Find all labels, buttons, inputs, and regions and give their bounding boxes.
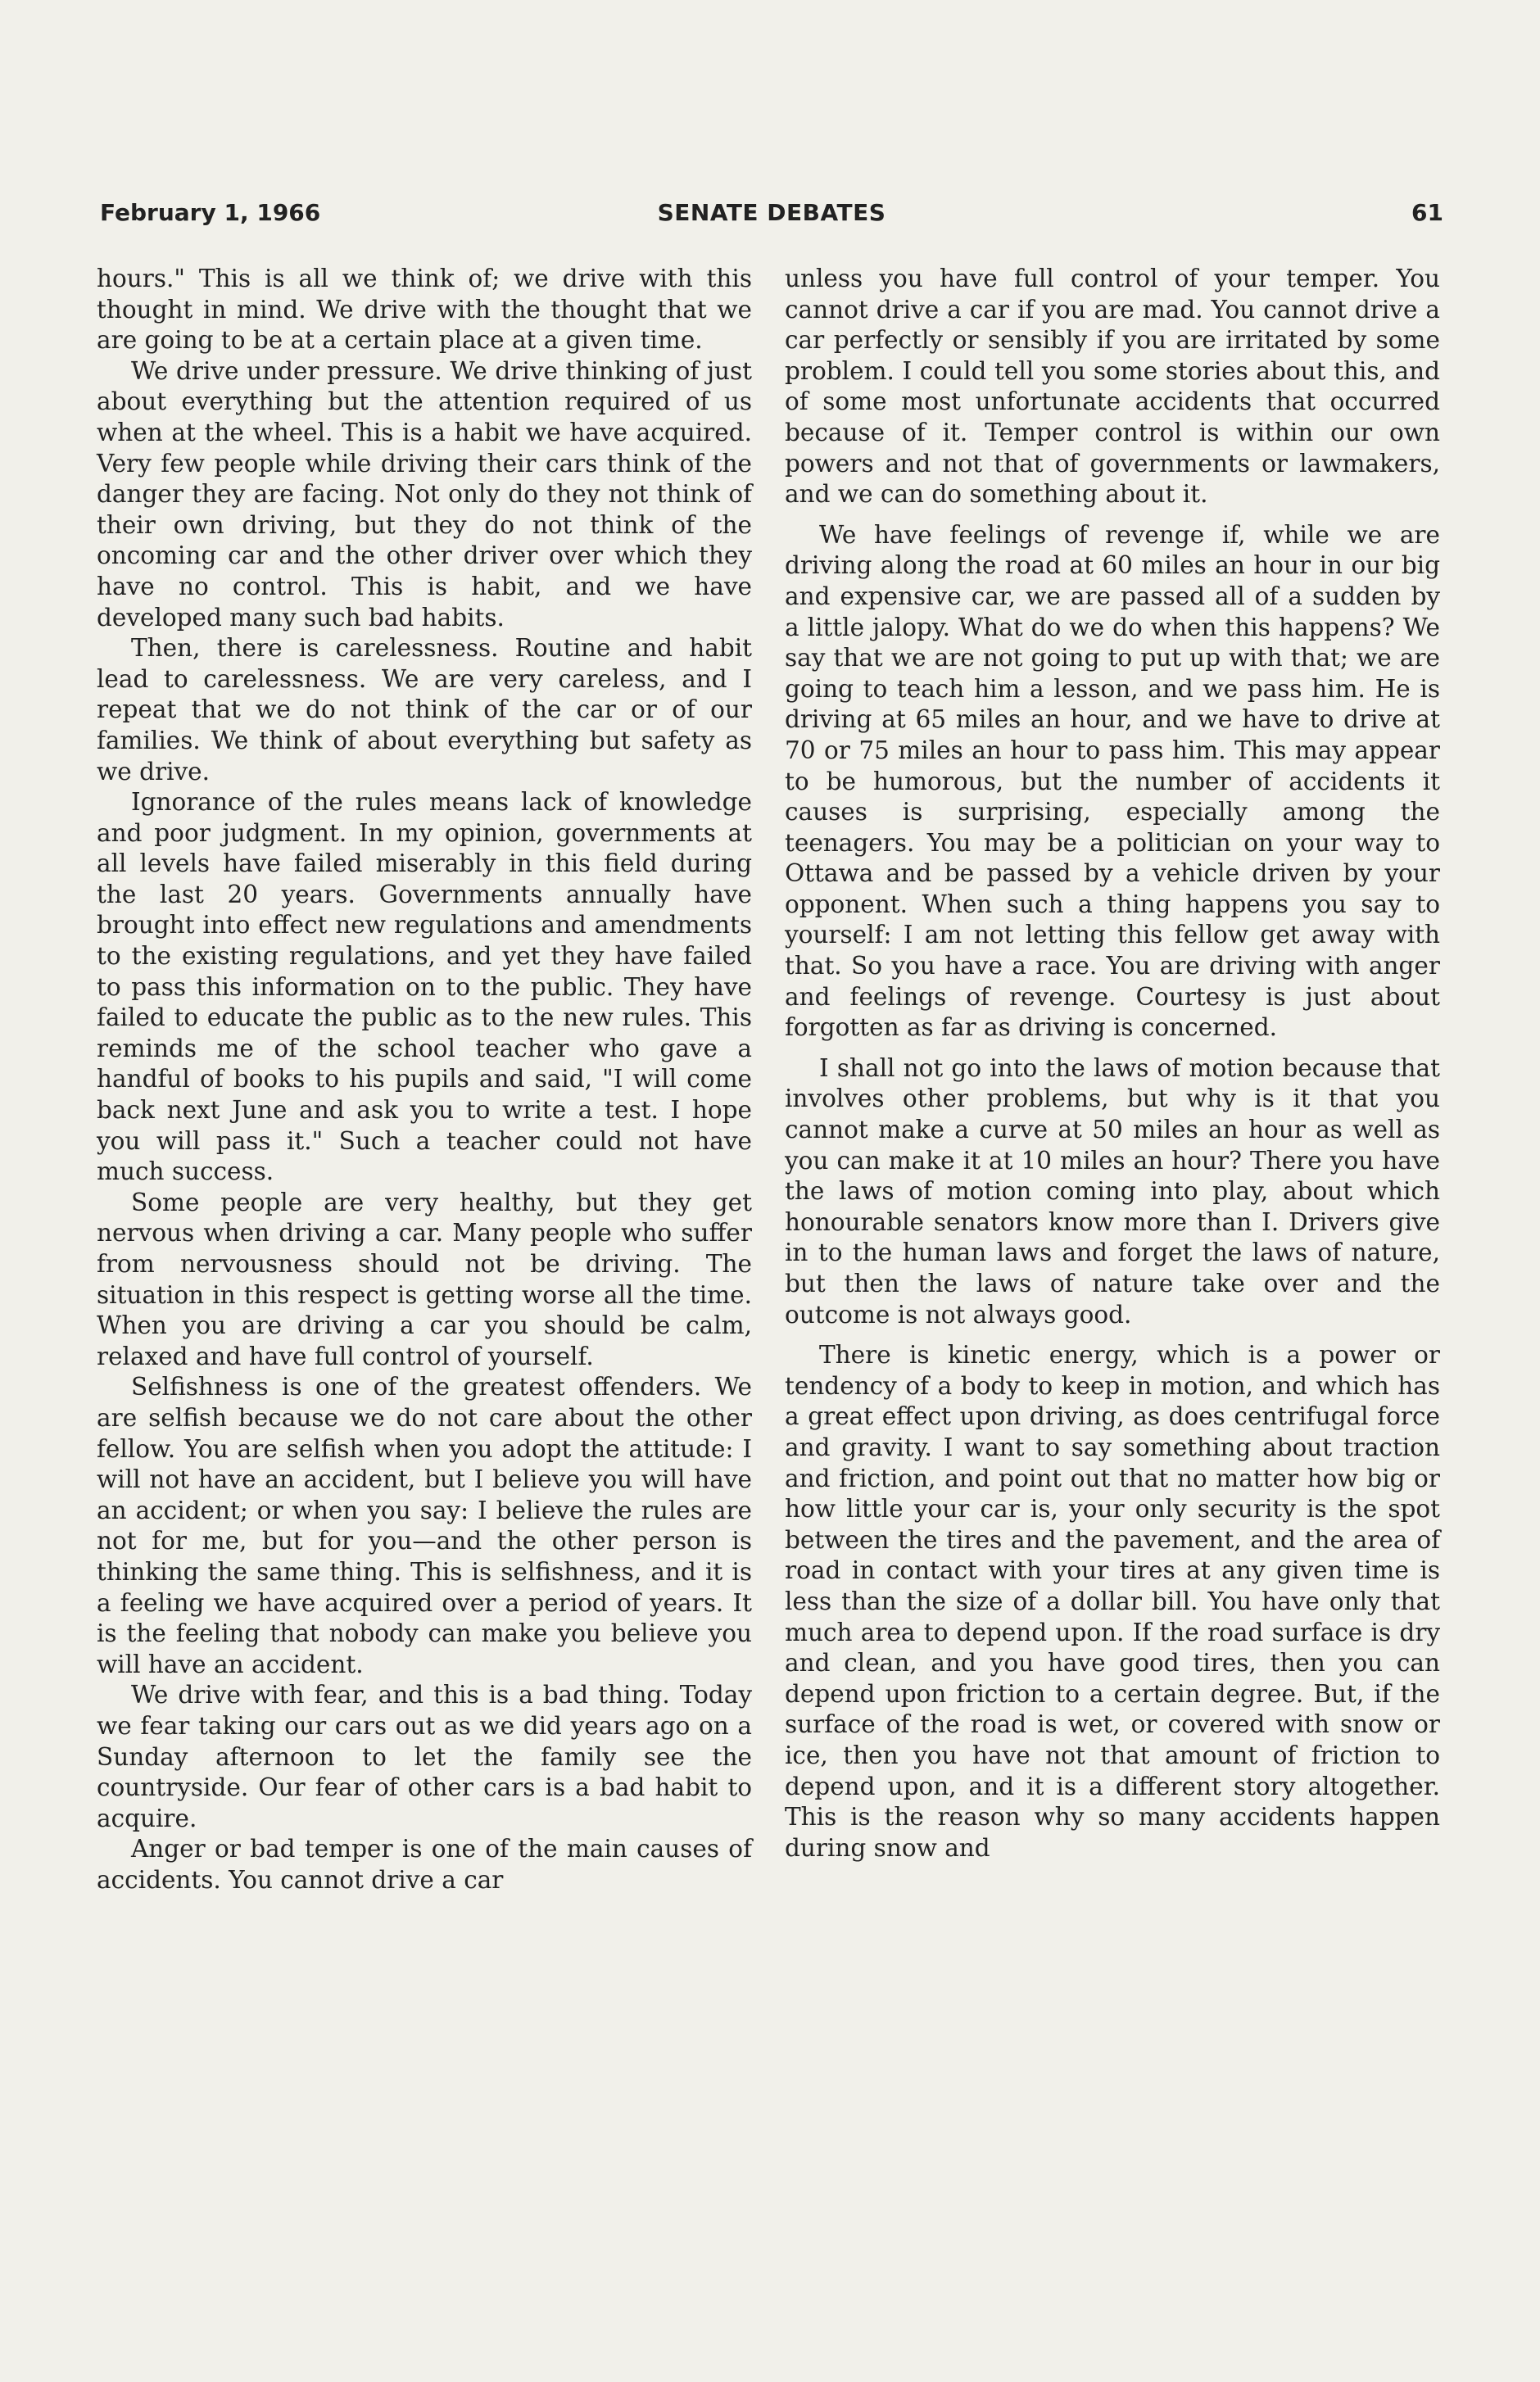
right-column <box>785 264 1440 1863</box>
paragraph: We have feelings of revenge if, while we are driving along the road at 60 miles an hour in our big and expensive car, we are passed all of a sudden by a little jalopy. What do we do when this happens? We say that we are not going to put up with that; we are going to teach him a lesson, and we pass him. He is driving at 65 miles an hour, and we have to drive at 70 or 75 miles an hour to pass him. This may appear to be humorous, but the number of accidents it causes is surprising, especially among the teenagers. You may be a politician on your way to Ottawa and be passed by a vehicle driven by your opponent. When such a thing happens you say to yourself: I am not letting this fellow get away with that. So you have a race. You are driving with anger and feelings of revenge. Courtesy is just about forgotten as far as driving is concerned. <box>785 520 1440 1042</box>
paragraph: Anger or bad temper is one of the main causes of accidents. You cannot drive a car <box>97 1835 752 1894</box>
paragraph: We drive under pressure. We drive thinking of just about everything but the attention required of us when at the wheel. This is a habit we have acquired. Very few people while driving their cars think of the danger they are facing. Not only do they not think of their own driving, but they do not think of the oncoming car and the other driver over which they have no control. This is habit, and we have developed many such bad habits. <box>97 356 752 632</box>
paragraph: Some people are very healthy, but they get nervous when driving a car. Many people who suffer from nervousness should not be driving. The situation in this respect is getting worse all the time. When you are driving a car you should be calm, relaxed and have full control of yourself. <box>97 1188 752 1370</box>
header-date: February 1, 1966 <box>100 199 321 226</box>
paragraph: unless you have full control of your temper. You cannot drive a car if you are mad. You cannot drive a car perfectly or sensibly if you are irritated by some problem. I could tell you some stories about this, and of some most unfortunate accidents that occurred because of it. Temper control is within our own powers and not that of governments or lawmakers, and we can do something about it. <box>785 265 1440 509</box>
page-number: 61 <box>1411 199 1443 226</box>
paragraph: We drive with fear, and this is a bad thing. Today we fear taking our cars out as we did years ago on a Sunday afternoon to let the family see the countryside. Our fear of other cars is a bad habit to acquire. <box>97 1681 752 1832</box>
paragraph: Then, there is carelessness. Routine and habit lead to carelessness. We are very careless, and I repeat that we do not think of the car or of our families. We think of about everything but safety as we drive. <box>97 634 752 786</box>
paragraph: I shall not go into the laws of motion because that involves other problems, but why is it that you cannot make a curve at 50 miles an hour as well as you can make it at 10 miles an hour? There you have the laws of motion coming into play, about which honourable senators know more than I. Drivers give in to the human laws and forget the laws of nature, but then the laws of nature take over and the outcome is not always good. <box>785 1053 1440 1329</box>
paragraph: hours." This is all we think of; we drive with this thought in mind. We drive with the thought that we are going to be at a certain place at a given time. <box>97 265 752 355</box>
left-column <box>97 264 752 1895</box>
page-header <box>100 199 1443 232</box>
paragraph: Ignorance of the rules means lack of knowledge and poor judgment. In my opinion, governments at all levels have failed miserably in this field during the last 20 years. Governments annually have brought into effect new regulations and amendments to the existing regulations, and yet they have failed to pass this information on to the public. They have failed to educate the public as to the new rules. This reminds me of the school teacher who gave a handful of books to his pupils and said, "I will come back next June and ask you to write a test. I hope you will pass it." Such a teacher could not have much success. <box>97 788 752 1186</box>
header-title: SENATE DEBATES <box>657 199 886 226</box>
paragraph: Selfishness is one of the greatest offenders. We are selfish because we do not care about the other fellow. You are selfish when you adopt the attitude: I will not have an accident, but I believe you will have an accident; or when you say: I believe the rules are not for me, but for you—and the other person is thinking the same thing. This is selfishness, and it is a feeling we have acquired over a period of years. It is the feeling that nobody can make you believe you will have an accident. <box>97 1373 752 1678</box>
paragraph: There is kinetic energy, which is a power or tendency of a body to keep in motion, and which has a great effect upon driving, as does centrifugal force and gravity. I want to say something about traction and friction, and point out that no matter how big or how little your car is, your only security is the spot between the tires and the pavement, and the area of road in contact with your tires at any given time is less than the size of a dollar bill. You have only that much area to depend upon. If the road surface is dry and clean, and you have good tires, then you can depend upon friction to a certain degree. But, if the surface of the road is wet, or covered with snow or ice, then you have not that amount of friction to depend upon, and it is a different story altogether. This is the reason why so many accidents happen during snow and <box>785 1341 1440 1862</box>
